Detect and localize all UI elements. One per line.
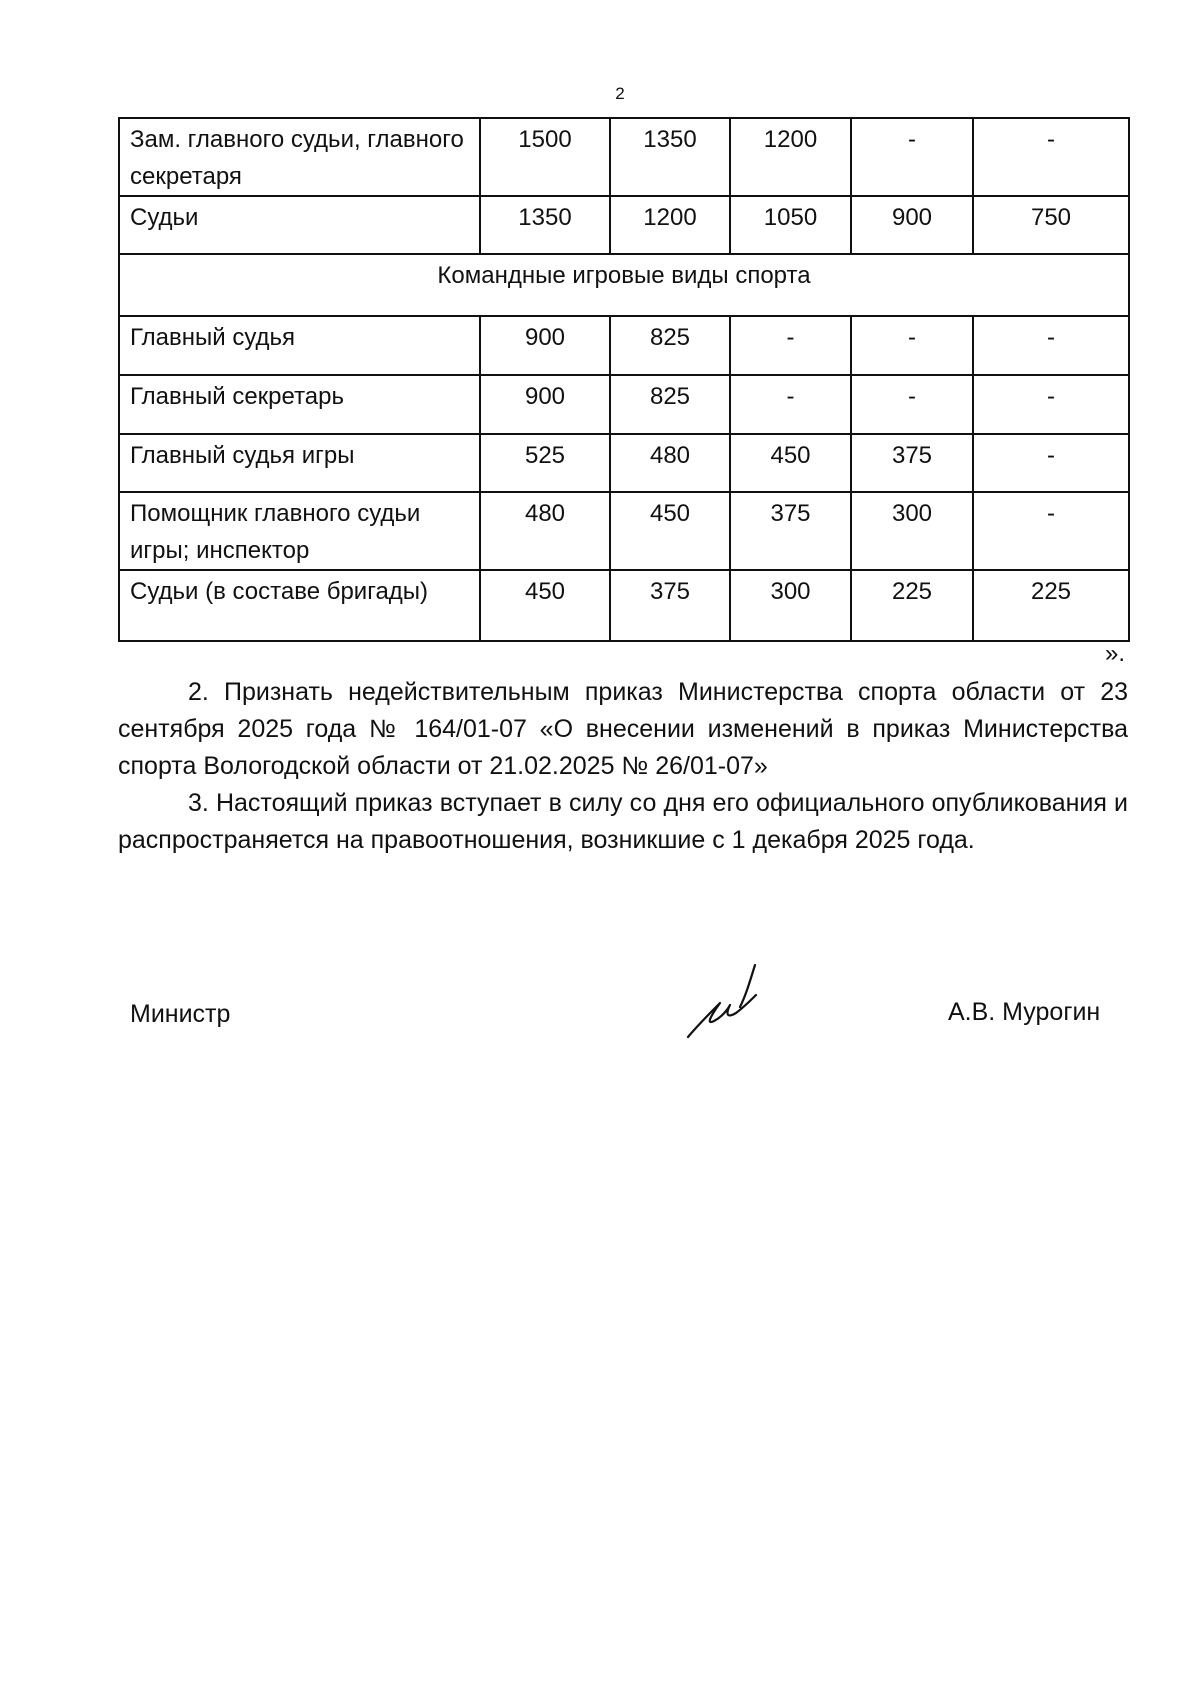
- signatory-name: А.В. Мурогин: [948, 998, 1101, 1026]
- table-cell: 450: [480, 570, 610, 641]
- table-cell: -: [851, 316, 973, 375]
- table-cell: 1350: [480, 196, 610, 254]
- table-cell: 900: [480, 375, 610, 434]
- table-row: [119, 434, 1129, 492]
- paragraph-2: [118, 674, 1128, 785]
- section-heading: Командные игровые виды спорта: [119, 254, 1129, 316]
- paragraph-3-text: 3. Настоящий приказ вступает в силу со дня его официального опубликования и распространяется на правоотношения, возникшие с 1 декабря 2025 года.: [118, 789, 1128, 854]
- table-row: [119, 375, 1129, 434]
- table-row: [119, 196, 1129, 254]
- page-number: 2: [615, 84, 625, 103]
- row-label: Судьи (в составе бригады): [119, 570, 480, 641]
- table-cell: 375: [851, 434, 973, 492]
- table-cell: -: [973, 316, 1129, 375]
- table-cell: -: [973, 375, 1129, 434]
- row-label: Зам. главного судьи, главного секретаря: [119, 118, 480, 196]
- row-label: Помощник главного судьи игры; инспектор: [119, 492, 480, 570]
- table-cell: 900: [480, 316, 610, 375]
- table-cell: 525: [480, 434, 610, 492]
- table-cell: 1200: [610, 196, 730, 254]
- signatory-title: Министр: [130, 1000, 231, 1028]
- table-cell: 1500: [480, 118, 610, 196]
- table-cell: 300: [730, 570, 851, 641]
- table-cell: -: [973, 434, 1129, 492]
- table-cell: 450: [730, 434, 851, 492]
- table-cell: -: [973, 492, 1129, 570]
- handwritten-signature: [680, 955, 770, 1050]
- table-cell: 375: [730, 492, 851, 570]
- paragraph-3: [118, 785, 1128, 859]
- table-cell: 750: [973, 196, 1129, 254]
- table-row: [119, 118, 1129, 196]
- paragraph-2-text: 2. Признать недействительным приказ Министерства спорта области от 23 сентября 2025 года № 164/01-07 «О внесении изменений в приказ Министерства спорта Вологодской области от 21.02.2025 № 26/01-07»: [118, 678, 1128, 780]
- table-row: [119, 316, 1129, 375]
- row-label: Судьи: [119, 196, 480, 254]
- table-cell: 825: [610, 316, 730, 375]
- table-cell: 225: [973, 570, 1129, 641]
- table-cell: 1050: [730, 196, 851, 254]
- table-cell: -: [973, 118, 1129, 196]
- table-cell: -: [730, 375, 851, 434]
- table-cell: 375: [610, 570, 730, 641]
- table-cell: 225: [851, 570, 973, 641]
- row-label: Главный судья: [119, 316, 480, 375]
- referee-rates-table: [118, 117, 1130, 642]
- table-cell: 1350: [610, 118, 730, 196]
- table-cell: -: [730, 316, 851, 375]
- closing-quote: ».: [1105, 640, 1126, 667]
- table-cell: 825: [610, 375, 730, 434]
- table-section-row: [119, 254, 1129, 316]
- table-cell: -: [851, 375, 973, 434]
- table-cell: 1200: [730, 118, 851, 196]
- table-cell: 480: [480, 492, 610, 570]
- table-row: [119, 570, 1129, 641]
- table-row: [119, 492, 1129, 570]
- table-cell: 900: [851, 196, 973, 254]
- table-cell: 300: [851, 492, 973, 570]
- row-label: Главный секретарь: [119, 375, 480, 434]
- row-label: Главный судья игры: [119, 434, 480, 492]
- table-cell: -: [851, 118, 973, 196]
- table-cell: 450: [610, 492, 730, 570]
- table-cell: 480: [610, 434, 730, 492]
